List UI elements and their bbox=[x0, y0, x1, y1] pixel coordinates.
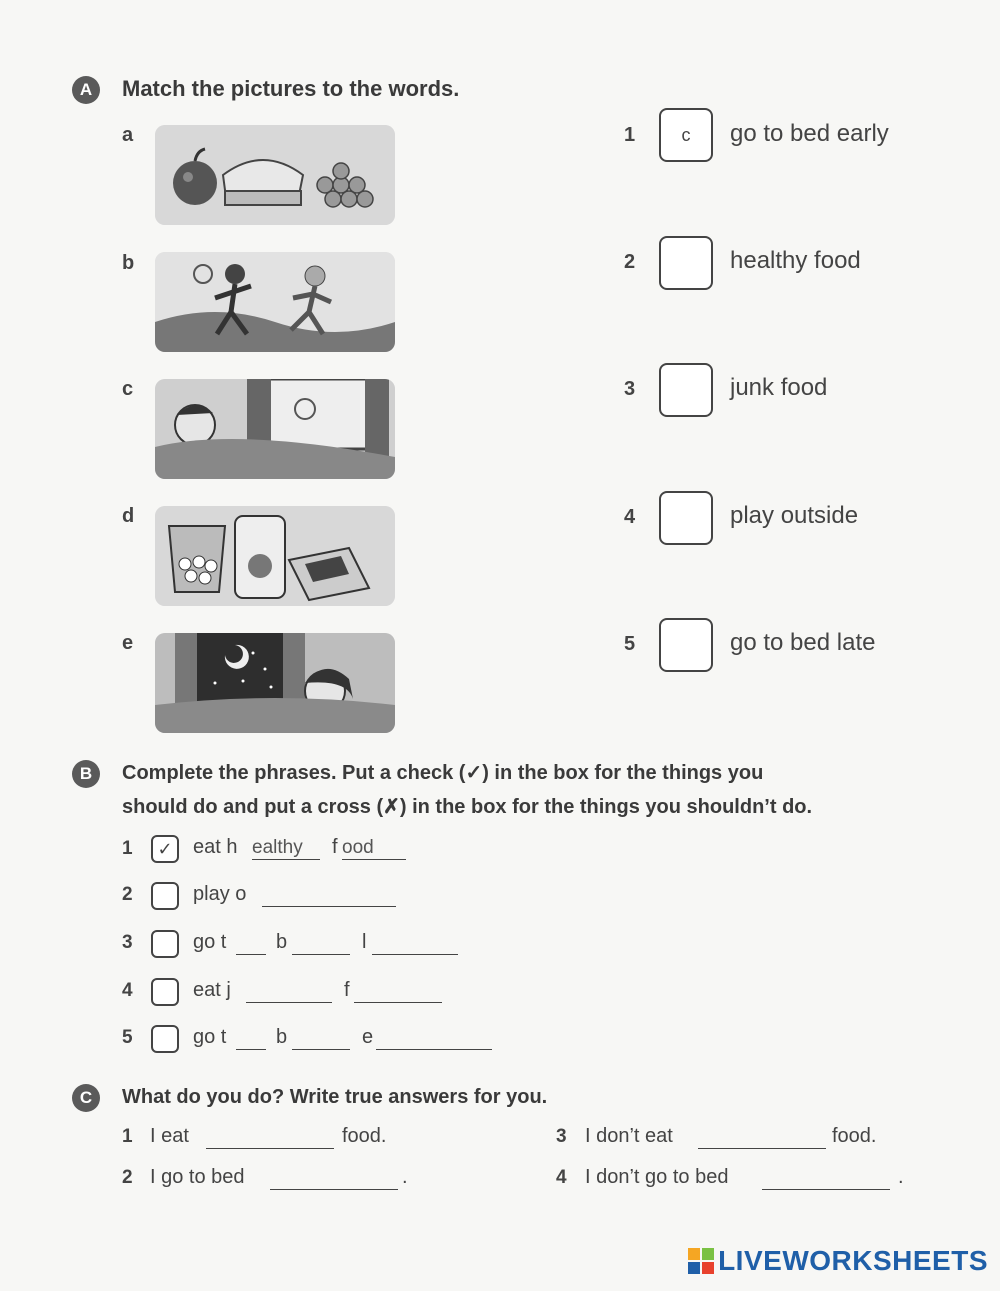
c-item-number-4: 4 bbox=[556, 1167, 567, 1188]
picture-letter-d: d bbox=[122, 505, 135, 527]
picture-letter-c: c bbox=[122, 378, 134, 400]
section-c-title: What do you do? Write true answers for you. bbox=[122, 1086, 548, 1108]
picture-letter-b: b bbox=[122, 252, 135, 274]
picture-bed-early bbox=[155, 379, 395, 479]
c-text-2b: . bbox=[402, 1166, 408, 1188]
answer-box-5[interactable] bbox=[659, 618, 713, 672]
word-1: go to bed early bbox=[730, 120, 889, 147]
answer-box-3[interactable] bbox=[659, 363, 713, 417]
answer-box-1[interactable]: c bbox=[659, 108, 713, 162]
c-item-number-2: 2 bbox=[122, 1167, 133, 1188]
section-c-badge: C bbox=[72, 1084, 100, 1112]
b-blank-1a[interactable]: ealthy bbox=[252, 837, 320, 860]
b-text-1b: f bbox=[332, 836, 338, 858]
c-item-number-3: 3 bbox=[556, 1126, 567, 1147]
b-text-1: eat h bbox=[193, 836, 238, 858]
section-b-title-line1: Complete the phrases. Put a check (✓) in the box for the things you bbox=[122, 762, 764, 784]
answer-box-2[interactable] bbox=[659, 236, 713, 290]
b-item-number-5: 5 bbox=[122, 1027, 133, 1048]
section-a-title: Match the pictures to the words. bbox=[122, 76, 460, 101]
word-3: junk food bbox=[730, 374, 828, 401]
section-b-title-line2: should do and put a cross (✗) in the box for the things you shouldn’t do. bbox=[122, 796, 813, 818]
word-5: go to bed late bbox=[730, 629, 876, 656]
picture-junk-food bbox=[155, 506, 395, 606]
b-item-number-3: 3 bbox=[122, 932, 133, 953]
b-blank-4b[interactable] bbox=[354, 980, 442, 1003]
b-text-3b: b bbox=[276, 931, 288, 953]
b-blank-3c[interactable] bbox=[372, 932, 458, 955]
b-blank-3a[interactable] bbox=[236, 932, 266, 955]
c-text-1a: I eat bbox=[150, 1125, 189, 1147]
section-a-badge: A bbox=[72, 76, 100, 104]
c-text-3b: food. bbox=[832, 1125, 877, 1147]
b-blank-5c[interactable] bbox=[376, 1027, 492, 1050]
liveworksheets-brand bbox=[688, 1245, 988, 1277]
b-item-number-1: 1 bbox=[122, 838, 133, 859]
c-item-number-1: 1 bbox=[122, 1126, 133, 1147]
b-blank-4a[interactable] bbox=[246, 980, 332, 1003]
b-text-3a: go t bbox=[193, 931, 227, 953]
picture-play-outside bbox=[155, 252, 395, 352]
b-item-number-2: 2 bbox=[122, 884, 133, 905]
section-b-badge: B bbox=[72, 760, 100, 788]
c-blank-4[interactable] bbox=[762, 1167, 890, 1190]
picture-letter-e: e bbox=[122, 632, 134, 654]
c-text-4a: I don’t go to bed bbox=[585, 1166, 729, 1188]
b-blank-3b[interactable] bbox=[292, 932, 350, 955]
picture-bed-late bbox=[155, 633, 395, 733]
item-number-4: 4 bbox=[624, 506, 636, 528]
c-blank-3[interactable] bbox=[698, 1126, 826, 1149]
b-item-number-4: 4 bbox=[122, 980, 133, 1001]
item-number-2: 2 bbox=[624, 251, 636, 273]
c-text-3a: I don’t eat bbox=[585, 1125, 673, 1147]
word-2: healthy food bbox=[730, 247, 861, 274]
b-blank-2[interactable] bbox=[262, 884, 396, 907]
liveworksheets-logo-icon bbox=[688, 1248, 714, 1274]
b-text-4b: f bbox=[344, 979, 350, 1001]
c-text-4b: . bbox=[898, 1166, 904, 1188]
item-number-5: 5 bbox=[624, 633, 636, 655]
picture-letter-a: a bbox=[122, 124, 134, 146]
b-check-box-1[interactable]: ✓ bbox=[151, 835, 179, 863]
c-text-1b: food. bbox=[342, 1125, 387, 1147]
word-4: play outside bbox=[730, 502, 859, 529]
b-text-5b: b bbox=[276, 1026, 288, 1048]
b-text-5a: go t bbox=[193, 1026, 227, 1048]
picture-healthy-food bbox=[155, 125, 395, 225]
b-blank-5a[interactable] bbox=[236, 1027, 266, 1050]
b-check-box-5[interactable] bbox=[151, 1025, 179, 1053]
b-text-3c: l bbox=[362, 931, 367, 953]
item-number-1: 1 bbox=[624, 124, 636, 146]
c-blank-2[interactable] bbox=[270, 1167, 398, 1190]
b-blank-1b[interactable]: ood bbox=[342, 837, 406, 860]
b-text-2: play o bbox=[193, 883, 247, 905]
answer-box-4[interactable] bbox=[659, 491, 713, 545]
c-text-2a: I go to bed bbox=[150, 1166, 245, 1188]
item-number-3: 3 bbox=[624, 378, 636, 400]
b-check-box-3[interactable] bbox=[151, 930, 179, 958]
brand-name: LIVEWORKSHEETS bbox=[718, 1245, 988, 1276]
b-blank-5b[interactable] bbox=[292, 1027, 350, 1050]
b-check-box-4[interactable] bbox=[151, 978, 179, 1006]
b-text-5c: e bbox=[362, 1026, 374, 1048]
c-blank-1[interactable] bbox=[206, 1126, 334, 1149]
b-check-box-2[interactable] bbox=[151, 882, 179, 910]
b-text-4a: eat j bbox=[193, 979, 231, 1001]
